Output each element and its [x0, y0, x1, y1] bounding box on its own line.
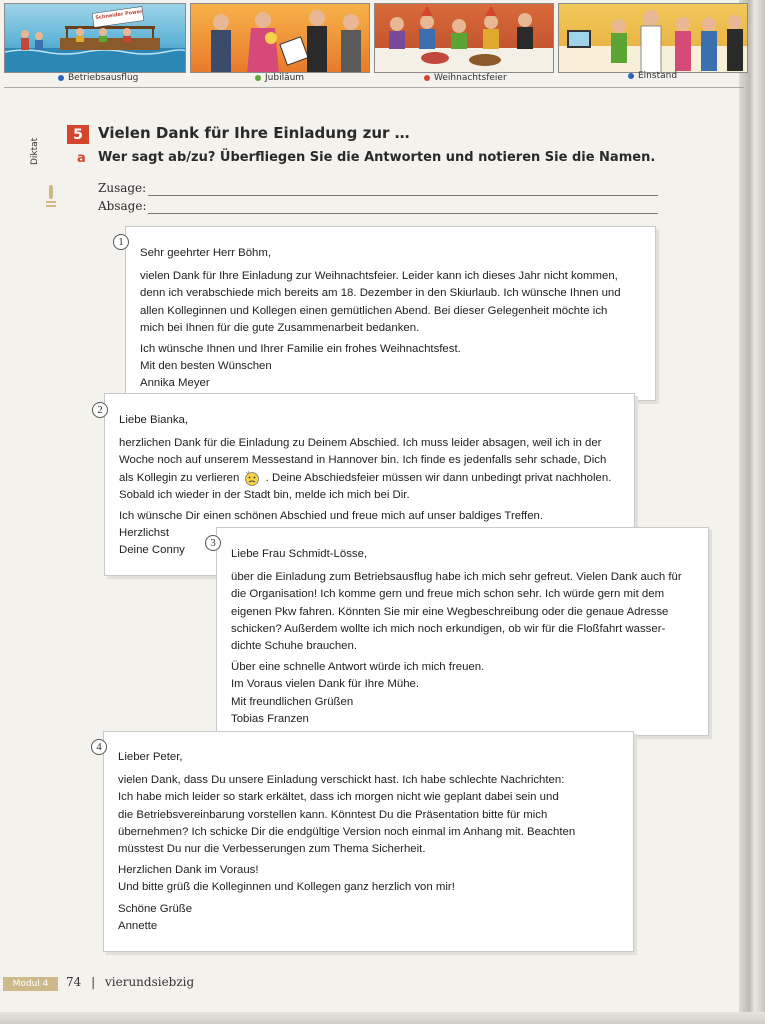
- sad-face-icon: [242, 470, 262, 486]
- letter-number-badge: 3: [205, 535, 221, 551]
- caption-label: Weihnachtsfeier: [434, 73, 507, 83]
- letter-closing: Schöne Grüße: [118, 902, 193, 915]
- letter-line: mich bei Ihnen für die gute Zusammenarbeit bedanken.: [140, 321, 420, 334]
- exercise-title: Vielen Dank für Ihre Einladung zur …: [98, 124, 410, 142]
- diktat-text: Diktat: [30, 137, 40, 165]
- subtask-letter: a: [77, 151, 86, 166]
- letter-wish: Und bitte grüß die Kolleginnen und Kollegen ganz herzlich von mir!: [118, 881, 455, 894]
- boat-sign: Schneider Power: [95, 8, 143, 22]
- caption-weihnachtsfeier: [424, 73, 507, 83]
- caption-dot: [58, 75, 64, 81]
- letter-signature: Annika Meyer: [140, 377, 210, 390]
- letter-signature: Tobias Franzen: [231, 712, 309, 725]
- letter-line: Sobald ich wieder in der Stadt bin, melde ich mich bei Dir.: [119, 488, 410, 501]
- subtask-instruction: Wer sagt ab/zu? Überfliegen Sie die Antworten und notieren Sie die Namen.: [98, 150, 656, 165]
- letter-wish: Ich wünsche Ihnen und Ihrer Familie ein frohes Weihnachtsfest.: [140, 343, 461, 356]
- letter-body: [118, 772, 619, 858]
- letter-closing: Mit den besten Wünschen: [140, 360, 272, 373]
- caption-dot: [255, 75, 261, 81]
- exercise-number: 5: [67, 125, 89, 144]
- zusage-label: Zusage:: [98, 181, 147, 195]
- letter-line: Woche noch auf unserem Messestand in Hannover bin. Ich finde es jedenfalls sehr schade, Dich: [119, 454, 607, 467]
- caption-label: Jubiläum: [265, 73, 305, 83]
- letter-signature: Annette: [118, 919, 158, 932]
- letter-line: die Organisation! Ich komme gern und freue mich schon sehr. Ich würde gern mit dem: [231, 588, 665, 601]
- letter-line-part: . Deine Abschiedsfeier müssen wir dann unbedingt privat nachholen.: [265, 471, 612, 484]
- absage-line[interactable]: [148, 213, 658, 214]
- letter-line: vielen Dank für Ihre Einladung zur Weihnachtsfeier. Leider kann ich dieses Jahr nicht kommen,: [140, 270, 618, 283]
- caption-dot: [424, 75, 430, 81]
- letter-line: herzlichen Dank für die Einladung zu Deinem Abschied. Ich muss leider absagen, weil ich in der: [119, 437, 602, 450]
- letter-body: [119, 435, 620, 504]
- letter-line: über die Einladung zum Betriebsausflug habe ich mich sehr gefreut. Vielen Dank auch für: [231, 571, 682, 584]
- caption-label: Betriebsausflug: [68, 73, 139, 83]
- letter-4: [103, 731, 634, 952]
- diktat-label: [30, 138, 40, 165]
- letter-line: müsstest Du nur die Verbesserungen zum Thema Sicherheit.: [118, 843, 426, 856]
- letter-1: [125, 226, 656, 401]
- illustration-einstand: [558, 3, 748, 73]
- page-word: vierundsiebzig: [104, 975, 195, 989]
- letter-line-part: als Kollegin zu verlieren: [119, 471, 240, 484]
- letter-closing: Herzlichst: [119, 527, 170, 540]
- zusage-line[interactable]: [148, 195, 658, 196]
- letter-wish: Herzlichen Dank im Voraus!: [118, 864, 259, 877]
- footer-page: [66, 975, 194, 989]
- letter-wish: Über eine schnelle Antwort würde ich mich freuen.: [231, 661, 485, 674]
- letter-number-badge: 2: [92, 402, 108, 418]
- footer-modul-tag: Modul 4: [3, 977, 58, 991]
- letter-line: vielen Dank, dass Du unsere Einladung verschickt hast. Ich habe schlechte Nachrichten:: [118, 774, 565, 787]
- letter-3: [216, 527, 709, 736]
- caption-dot: [628, 73, 634, 79]
- page-number: 74: [66, 975, 82, 989]
- illustration-betriebsausflug: [4, 3, 186, 73]
- caption-betriebsausflug: [58, 73, 138, 83]
- letter-salutation: Liebe Bianka,: [119, 414, 189, 426]
- letter-line: schicken? Außerdem wollte ich mich noch erkundigen, ob wir für die Floßfahrt wasser-: [231, 622, 666, 635]
- diktat-icon: [46, 185, 56, 207]
- footer-separator: |: [91, 975, 96, 989]
- letter-body: [140, 268, 641, 337]
- letter-closing: Im Voraus vielen Dank für Ihre Mühe.: [231, 678, 420, 691]
- page-edge: [739, 0, 765, 1024]
- caption-jubilaeum: [255, 73, 304, 83]
- letter-signature: Deine Conny: [119, 544, 185, 557]
- letter-line: die Betriebsvereinbarung vorstellen kann. Könntest Du die Präsentation bitte für mich: [118, 808, 548, 821]
- letter-line: Ich habe mich leider so stark erkältet, dass ich morgen nicht wie geplant dabei sein und: [118, 791, 559, 804]
- letter-line: denn ich verabschiede mich bereits am 18. Dezember in den Skiurlaub. Ich wünsche Ihnen und: [140, 287, 621, 300]
- letter-number-badge: 4: [91, 739, 107, 755]
- absage-label: Absage:: [98, 199, 147, 213]
- letter-line: eigenen Pkw fahren. Könnten Sie mir eine Wegbeschreibung oder die genaue Adresse: [231, 605, 669, 618]
- page-bottom-edge: [0, 1012, 765, 1024]
- absage-row[interactable]: [98, 199, 658, 217]
- letter-salutation: Lieber Peter,: [118, 751, 183, 763]
- illustration-jubilaeum: [190, 3, 370, 73]
- letter-line: dichte Schuhe brauchen.: [231, 640, 358, 653]
- zusage-row[interactable]: [98, 181, 658, 199]
- caption-einstand: [628, 71, 677, 81]
- banner-rule: [4, 87, 744, 88]
- letter-body: [231, 569, 694, 655]
- illustration-weihnachtsfeier: [374, 3, 554, 73]
- letter-salutation: Liebe Frau Schmidt-Lösse,: [231, 548, 368, 560]
- letter-number-badge: 1: [113, 234, 129, 250]
- letter-line: allen Kolleginnen und Kollegen einen gemütlichen Abend. Bei dieser Gelegenheit möchte ich: [140, 304, 608, 317]
- letter-wish: Ich wünsche Dir einen schönen Abschied und freue mich auf unser baldiges Treffen.: [119, 510, 544, 523]
- letter-line: [119, 470, 620, 487]
- letter-closing: Mit freundlichen Grüßen: [231, 695, 354, 708]
- header-banner: [0, 0, 745, 90]
- letter-line: übernehmen? Ich schicke Dir die endgültige Version noch einmal im Anhang mit. Beachten: [118, 825, 576, 838]
- letter-salutation: Sehr geehrter Herr Böhm,: [140, 247, 272, 259]
- caption-label: Einstand: [638, 71, 678, 81]
